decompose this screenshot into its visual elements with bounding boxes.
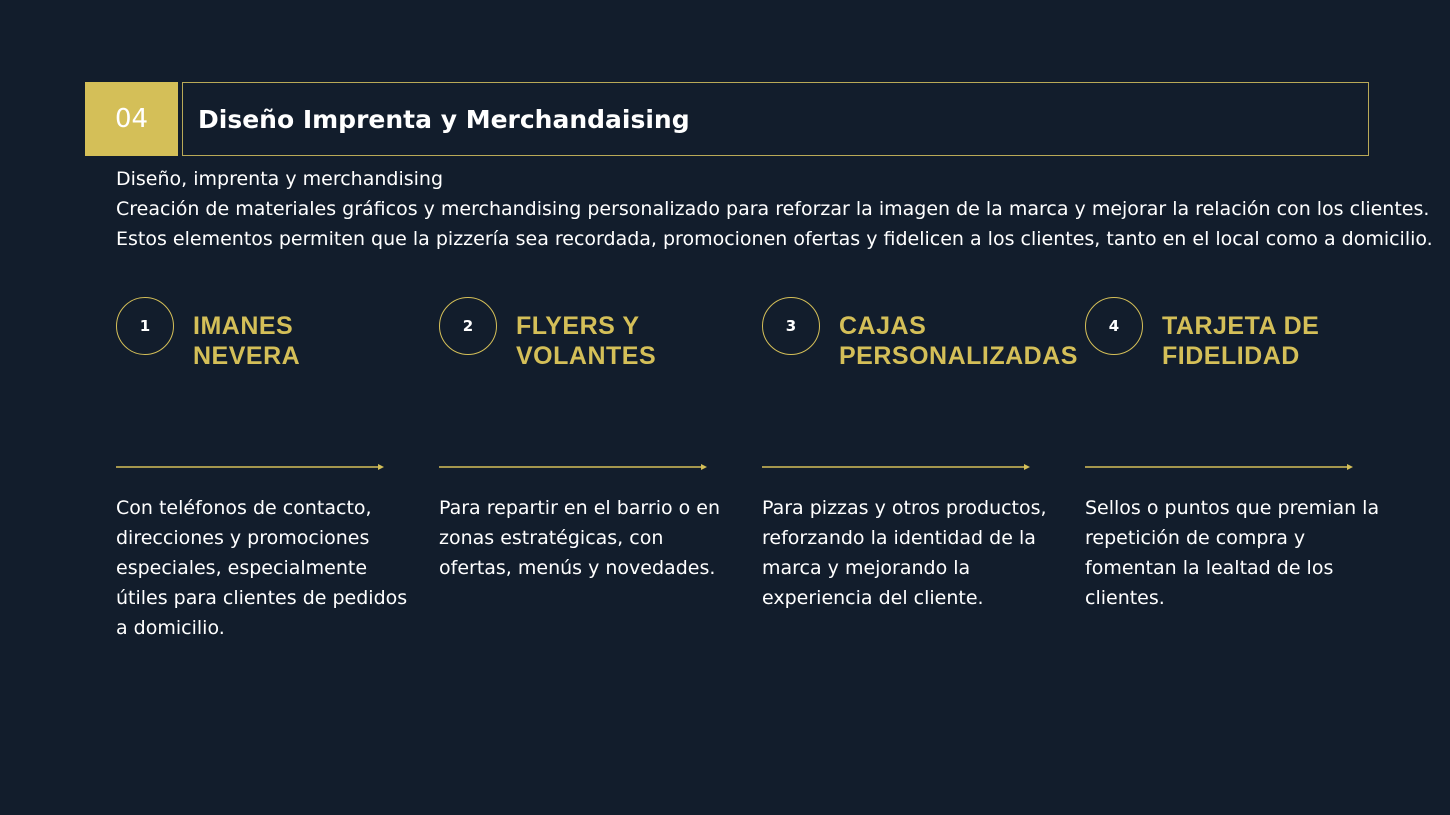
item-title: [516, 311, 746, 371]
item-title: [839, 311, 1078, 371]
intro-line-3: Estos elementos permiten que la pizzería sea recordada, promocionen ofertas y fidelicen a los clientes, tanto en el local como a domicilio.: [116, 228, 1433, 250]
item-description: Para repartir en el barrio o en zonas estratégicas, con ofertas, menús y novedades.: [439, 497, 721, 579]
item-title: [1162, 311, 1392, 371]
item-number-circle: 1: [116, 297, 174, 355]
item-title-line-2: NEVERA: [193, 342, 301, 370]
item-title-line-1: IMANES: [193, 312, 294, 340]
arrow-right-icon: [1085, 462, 1353, 472]
section-title: Diseño Imprenta y Merchandaising: [198, 104, 690, 134]
item-title-line-1: FLYERS Y: [516, 312, 640, 340]
intro-line-2: Creación de materiales gráficos y merchandising personalizado para reforzar la imagen de la marca y mejorar la relación con los clientes.: [116, 198, 1430, 220]
item-title-line-1: TARJETA DE: [1162, 312, 1320, 340]
item-3: [762, 297, 1078, 657]
item-2: [439, 297, 739, 657]
item-description: Con teléfonos de contacto, direcciones y promociones especiales, especialmente útiles para clientes de pedidos a domicilio.: [116, 497, 408, 639]
item-description: Para pizzas y otros productos, reforzando la identidad de la marca y mejorando la experiencia del cliente.: [762, 497, 1047, 609]
item-number-circle: 4: [1085, 297, 1143, 355]
item-description: Sellos o puntos que premian la repetición de compra y fomentan la lealtad de los clientes.: [1085, 497, 1380, 609]
item-title-line-2: PERSONALIZADAS: [839, 342, 1078, 370]
item-1: [116, 297, 416, 657]
item-title: [193, 311, 423, 371]
arrow-right-icon: [762, 462, 1030, 472]
section-title-box: [182, 82, 1369, 156]
item-title-line-2: VOLANTES: [516, 342, 657, 370]
arrow-right-icon: [439, 462, 707, 472]
intro-text: [116, 164, 1436, 254]
intro-line-1: Diseño, imprenta y merchandising: [116, 168, 444, 190]
item-number-circle: 2: [439, 297, 497, 355]
item-4: [1085, 297, 1385, 657]
section-number: 04: [85, 82, 178, 156]
item-number-circle: 3: [762, 297, 820, 355]
arrow-right-icon: [116, 462, 384, 472]
item-title-line-2: FIDELIDAD: [1162, 342, 1300, 370]
item-title-line-1: CAJAS: [839, 312, 927, 340]
